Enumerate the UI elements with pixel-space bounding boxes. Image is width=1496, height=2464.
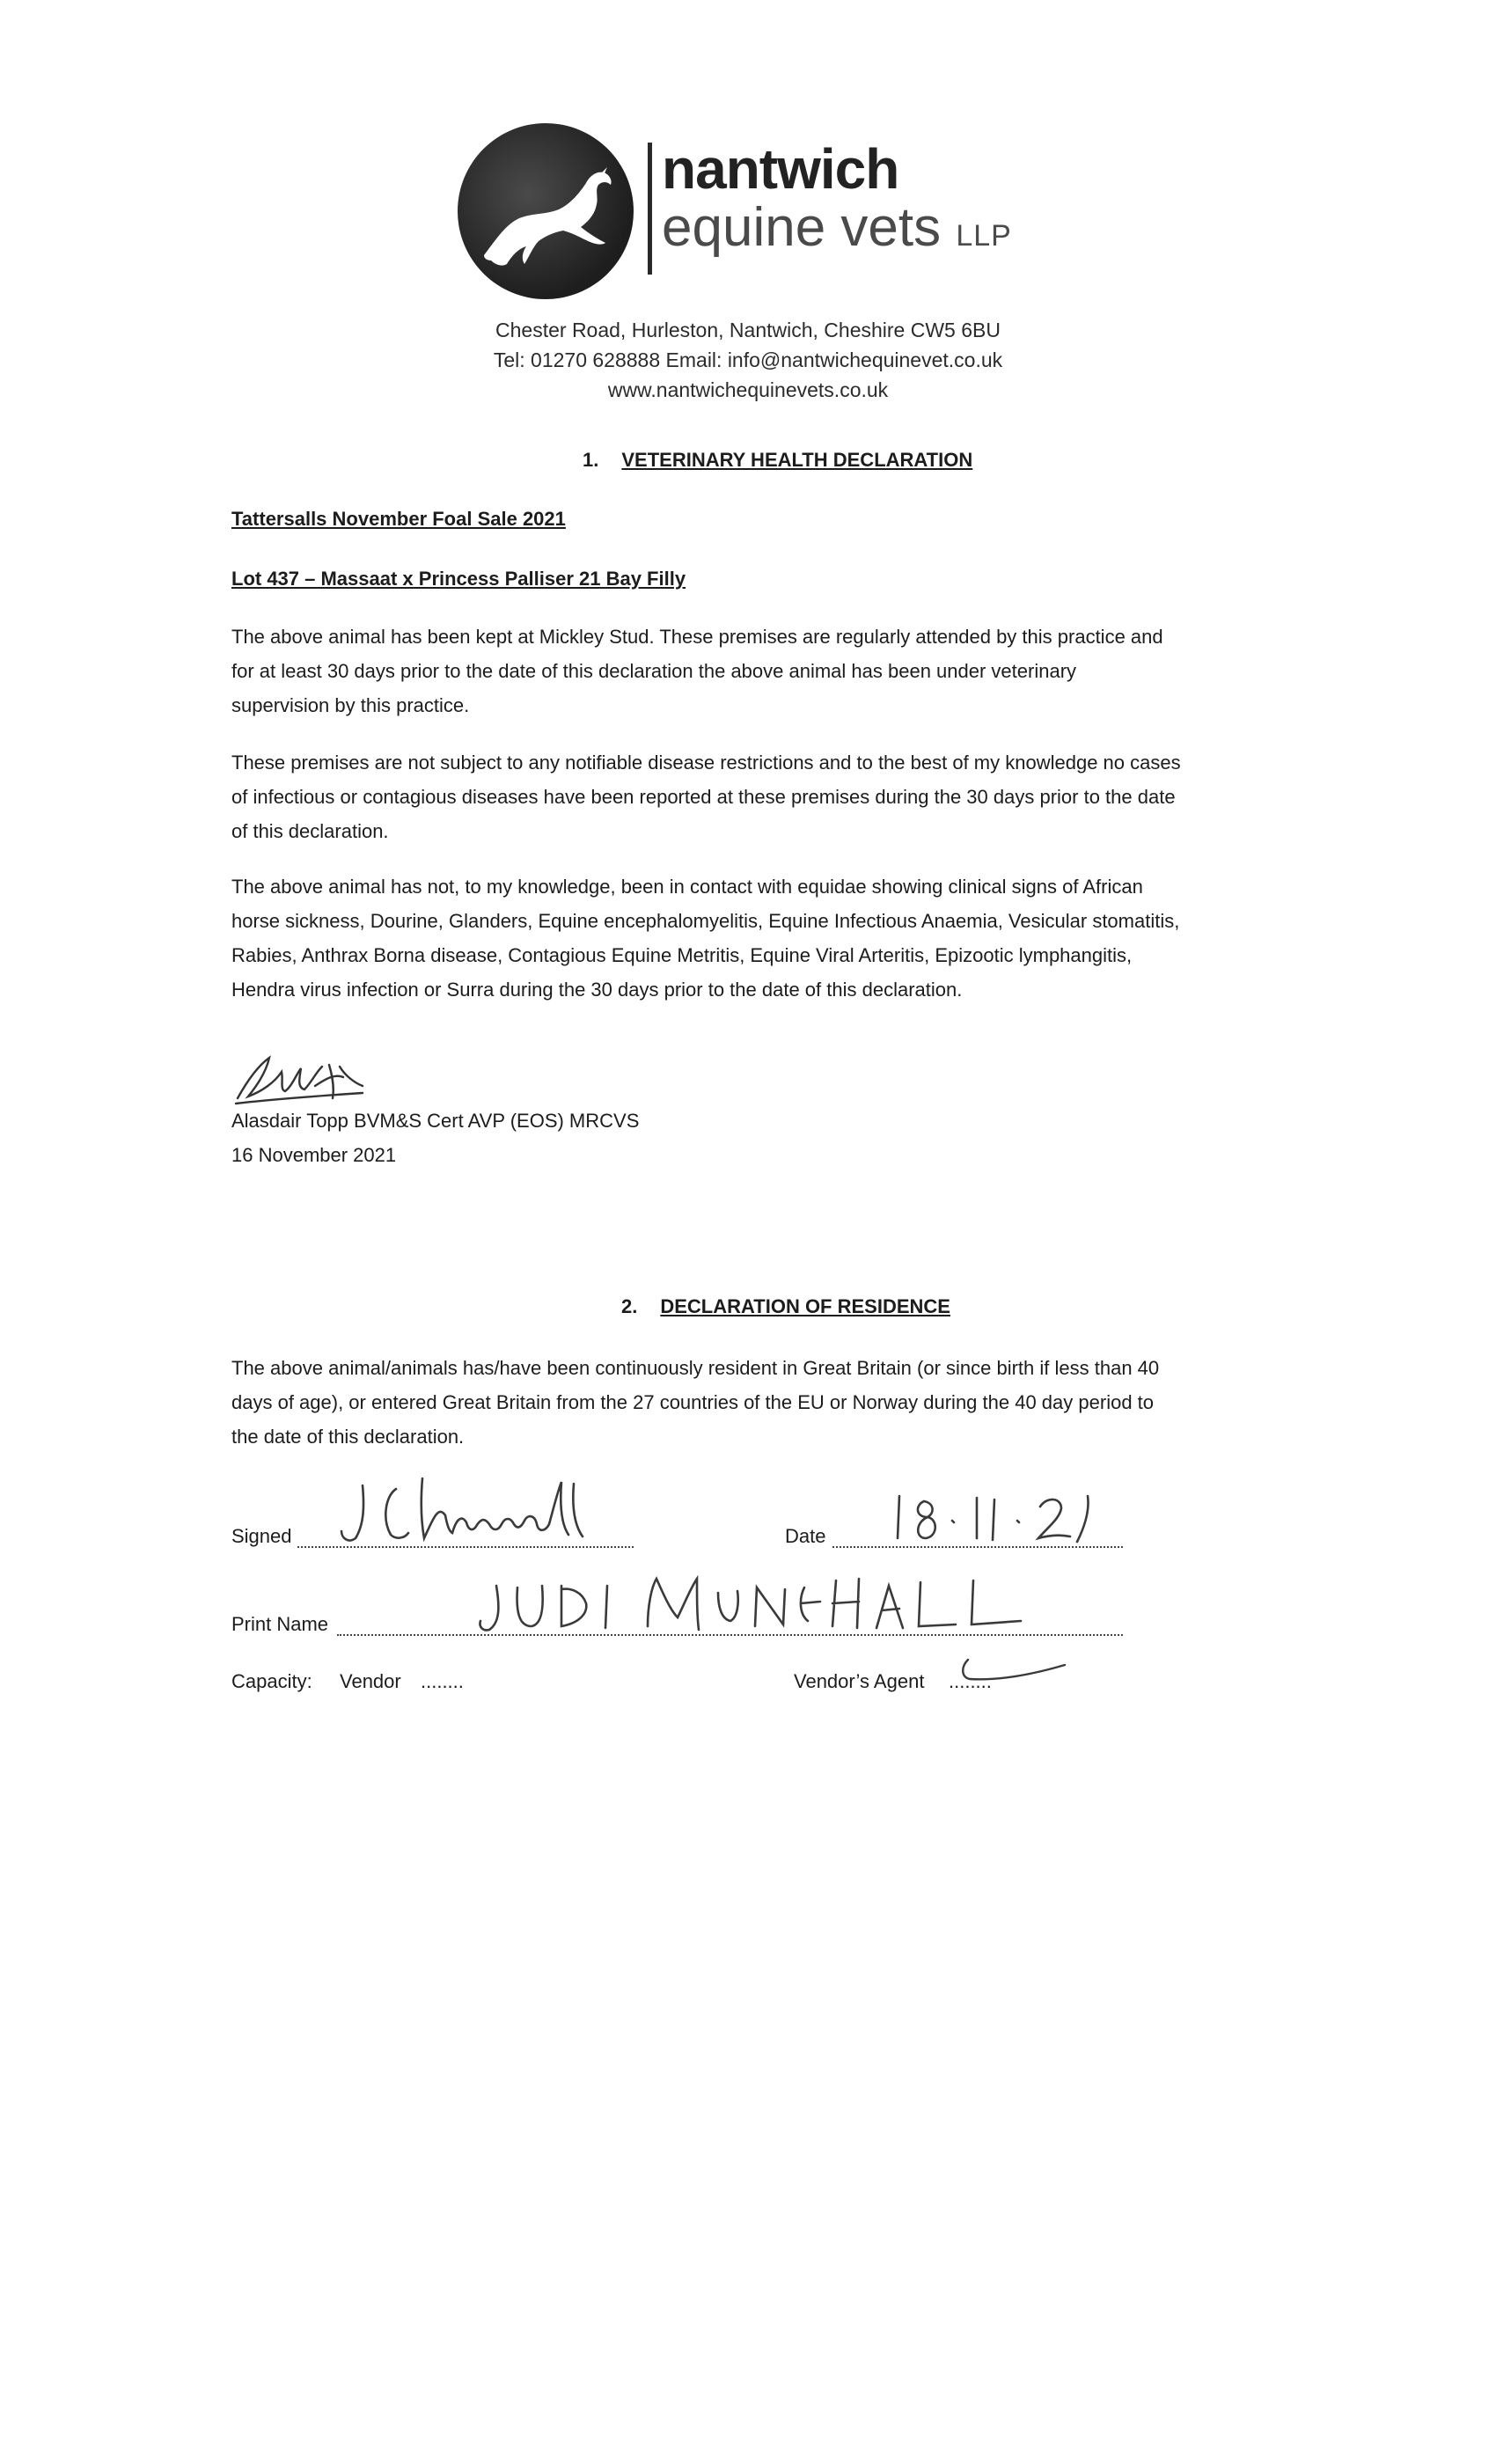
- section1-title: VETERINARY HEALTH DECLARATION: [621, 449, 973, 471]
- paragraph-line: These premises are not subject to any notifiable disease restrictions and to the best of my knowledge no cases: [231, 752, 1181, 774]
- brand-name: nantwich: [662, 137, 899, 201]
- signed-label: Signed: [231, 1525, 292, 1547]
- vet-signature: [231, 1047, 371, 1109]
- sale-title: Tattersalls November Foal Sale 2021: [231, 508, 566, 530]
- residence-paragraph: [231, 1351, 1287, 1454]
- capacity-vendor-dots: ........: [421, 1670, 464, 1692]
- horse-emblem: [458, 123, 634, 299]
- brand-subtitle: [662, 197, 1012, 258]
- paragraph-line: for at least 30 days prior to the date of this declaration the above animal has been under veterinary: [231, 660, 1077, 682]
- capacity-vendor: Vendor: [340, 1670, 401, 1692]
- vet-signatory: Alasdair Topp BVM&S Cert AVP (EOS) MRCVS: [231, 1110, 640, 1132]
- brand-suffix: LLP: [956, 219, 1012, 253]
- paragraph-line: supervision by this practice.: [231, 694, 470, 716]
- paragraph-line: the date of this declaration.: [231, 1426, 465, 1448]
- premises-paragraph: [231, 620, 1287, 722]
- practice-address: [0, 315, 1496, 405]
- section2-title: DECLARATION OF RESIDENCE: [660, 1295, 950, 1317]
- paragraph-line: The above animal has been kept at Mickley Stud. These premises are regularly attended by this practice and: [231, 626, 1163, 648]
- paragraph-line: days of age), or entered Great Britain from the 27 countries of the EU or Norway during the 40 day period to: [231, 1391, 1155, 1413]
- practice-logo: [458, 123, 1038, 299]
- paragraph-line: The above animal has not, to my knowledge, been in contact with equidae showing clinical signs of African: [231, 876, 1143, 898]
- paragraph-line: Rabies, Anthrax Borna disease, Contagious Equine Metritis, Equine Viral Arteritis, Epizootic lymphangitis,: [231, 944, 1133, 966]
- website-line: www.nantwichequinevets.co.uk: [607, 378, 889, 401]
- paragraph-line: of infectious or contagious diseases have been reported at these premises during the 30 days prior to the date: [231, 786, 1176, 808]
- print-name-label: Print Name: [231, 1613, 329, 1635]
- vendor-agent-dots: ........: [949, 1670, 992, 1692]
- contact-paragraph: [231, 869, 1287, 1007]
- lot-title: Lot 437 – Massaat x Princess Palliser 21 Bay Filly: [231, 568, 686, 590]
- vendor-print-name-handwritten: [475, 1568, 1056, 1639]
- paragraph-line: Hendra virus infection or Surra during the 30 days prior to the date of this declaration.: [231, 979, 963, 1001]
- paragraph-line: horse sickness, Dourine, Glanders, Equine encephalomyelitis, Equine Infectious Anaemia, Vesicular stomatitis,: [231, 910, 1180, 932]
- vendor-agent-strike: [956, 1654, 1079, 1695]
- vet-signed-date: 16 November 2021: [231, 1144, 397, 1166]
- vendor-signature: [334, 1470, 722, 1549]
- date-label: Date: [785, 1525, 826, 1547]
- vendor-date-handwritten: [889, 1487, 1135, 1549]
- brand-subtitle-text: equine vets: [662, 197, 942, 258]
- vendor-agent-label: Vendor’s Agent: [794, 1670, 925, 1692]
- logo-divider: [648, 143, 652, 275]
- section2-heading: [621, 1295, 950, 1318]
- section2-number: 2.: [621, 1295, 638, 1317]
- address-line: Chester Road, Hurleston, Nantwich, Cheshire CW5 6BU: [495, 319, 1001, 341]
- paragraph-line: of this declaration.: [231, 820, 389, 842]
- section1-heading: [583, 449, 972, 472]
- restrictions-paragraph: [231, 745, 1287, 848]
- section1-number: 1.: [583, 449, 599, 471]
- capacity-label: Capacity:: [231, 1670, 312, 1692]
- paragraph-line: The above animal/animals has/have been continuously resident in Great Britain (or since birth if less than 40: [231, 1357, 1160, 1379]
- contact-line: Tel: 01270 628888 Email: info@nantwichequinevet.co.uk: [493, 348, 1003, 371]
